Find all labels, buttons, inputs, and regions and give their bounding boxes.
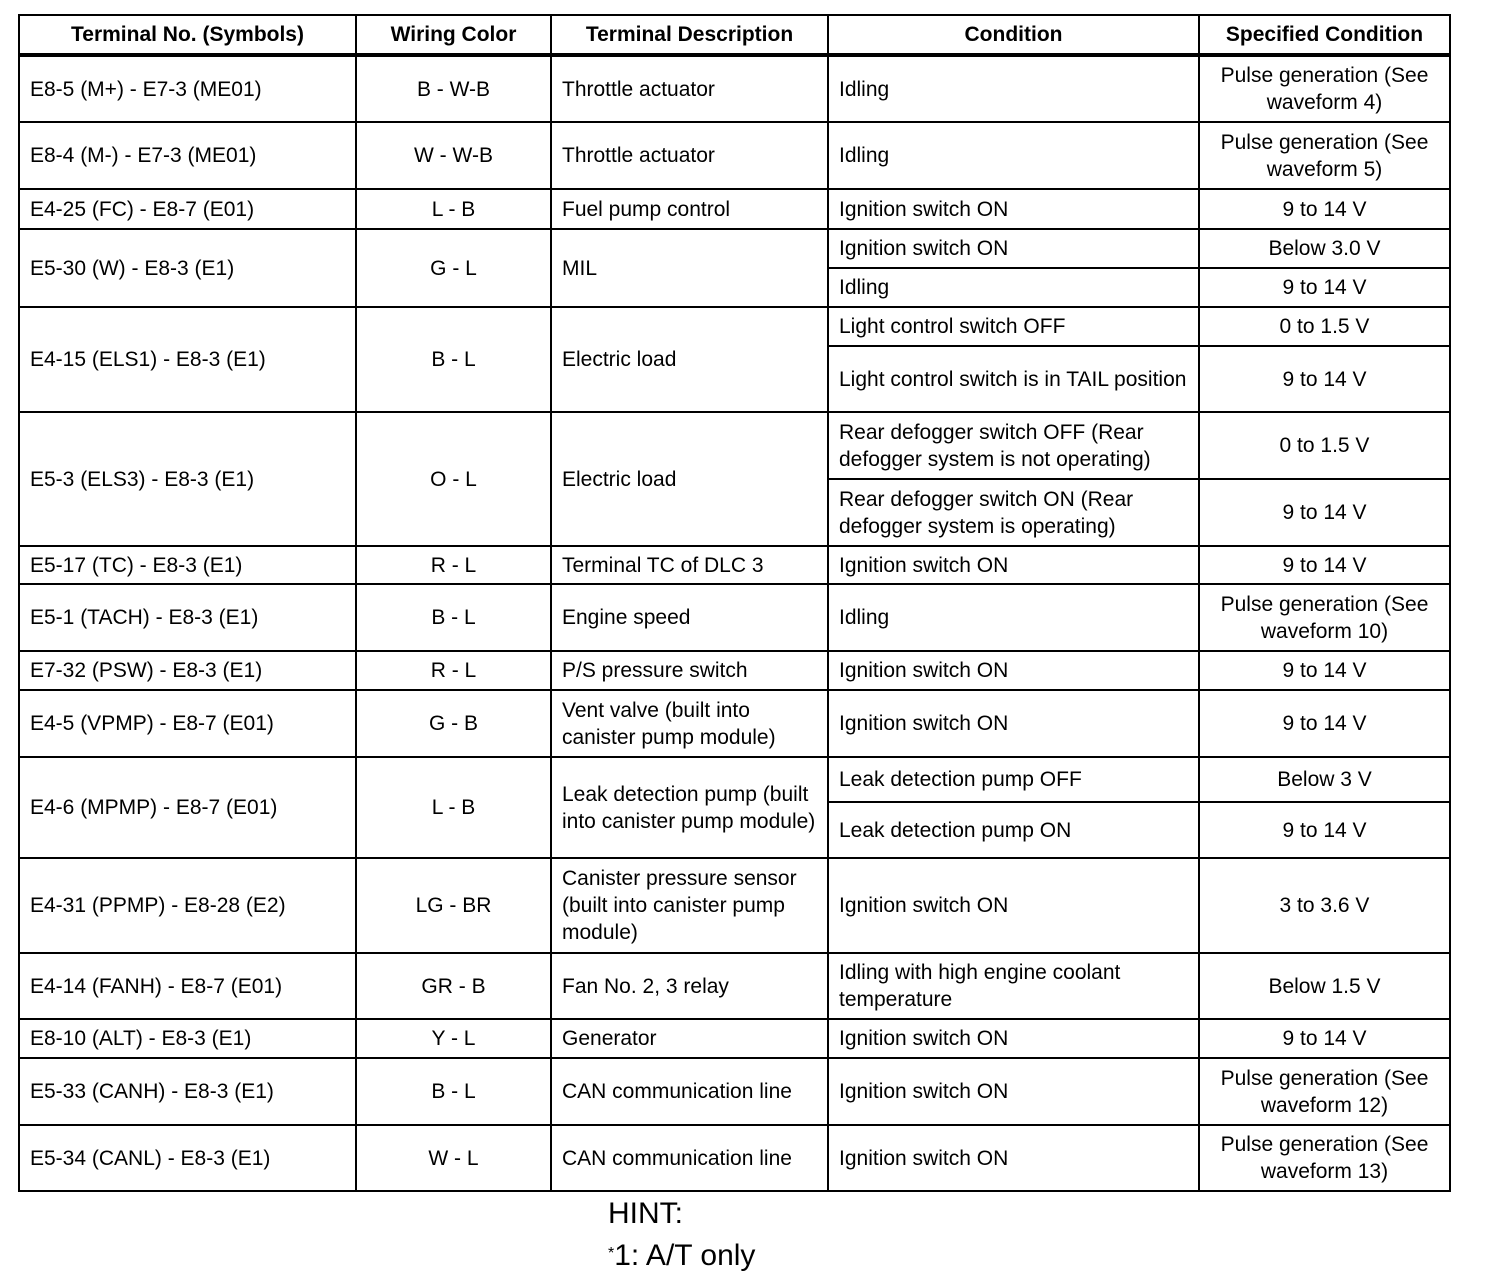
cell-wiring-color: G - B [356,690,551,757]
cell-terminal: E7-32 (PSW) - E8-3 (E1) [19,651,356,690]
table-row [19,122,1450,189]
cell-specified-condition: Below 3 V [1199,757,1450,802]
cell-wiring-color: O - L [356,412,551,546]
cell-description: CAN communication line [551,1058,828,1125]
table-body [19,55,1450,1191]
cell-terminal: E4-14 (FANH) - E8-7 (E01) [19,953,356,1019]
cell-specified-condition: 0 to 1.5 V [1199,307,1450,346]
cell-terminal: E5-17 (TC) - E8-3 (E1) [19,546,356,584]
cell-specified-condition: 9 to 14 V [1199,802,1450,858]
cell-terminal: E8-5 (M+) - E7-3 (ME01) [19,55,356,122]
table-row [19,757,1450,802]
cell-condition: Rear defogger switch OFF (Rear defogger system is not operating) [828,412,1199,479]
cell-specified-condition: Pulse generation (See waveform 13) [1199,1125,1450,1191]
table-row [19,953,1450,1019]
cell-specified-condition: 0 to 1.5 V [1199,412,1450,479]
cell-specified-condition: 9 to 14 V [1199,189,1450,229]
cell-description: P/S pressure switch [551,651,828,690]
cell-condition: Ignition switch ON [828,1019,1199,1058]
table-row [19,1019,1450,1058]
cell-condition: Ignition switch ON [828,651,1199,690]
cell-specified-condition: Pulse generation (See waveform 4) [1199,55,1450,122]
cell-description: Terminal TC of DLC 3 [551,546,828,584]
cell-condition: Ignition switch ON [828,1125,1199,1191]
cell-condition: Idling [828,55,1199,122]
cell-condition: Light control switch OFF [828,307,1199,346]
terminal-spec-table [18,14,1451,1192]
cell-wiring-color: B - W-B [356,55,551,122]
cell-wiring-color: R - L [356,546,551,584]
cell-description: Throttle actuator [551,55,828,122]
cell-terminal: E5-34 (CANL) - E8-3 (E1) [19,1125,356,1191]
header-specified-condition: Specified Condition [1199,15,1450,55]
cell-terminal: E4-31 (PPMP) - E8-28 (E2) [19,858,356,953]
cell-terminal: E5-3 (ELS3) - E8-3 (E1) [19,412,356,546]
cell-description: Fuel pump control [551,189,828,229]
cell-wiring-color: Y - L [356,1019,551,1058]
table-row [19,651,1450,690]
cell-specified-condition: 9 to 14 V [1199,690,1450,757]
table-row [19,55,1450,122]
cell-specified-condition: Pulse generation (See waveform 10) [1199,584,1450,651]
table-row [19,858,1450,953]
cell-description: Engine speed [551,584,828,651]
cell-condition: Light control switch is in TAIL position [828,346,1199,412]
cell-specified-condition: Below 1.5 V [1199,953,1450,1019]
cell-terminal: E8-4 (M-) - E7-3 (ME01) [19,122,356,189]
cell-description: Canister pressure sensor (built into canister pump module) [551,858,828,953]
cell-description: Leak detection pump (built into canister pump module) [551,757,828,858]
table-row [19,690,1450,757]
cell-terminal: E4-25 (FC) - E8-7 (E01) [19,189,356,229]
header-condition: Condition [828,15,1199,55]
cell-specified-condition: Pulse generation (See waveform 12) [1199,1058,1450,1125]
table-row [19,412,1450,479]
cell-terminal: E5-1 (TACH) - E8-3 (E1) [19,584,356,651]
cell-specified-condition: Pulse generation (See waveform 5) [1199,122,1450,189]
cell-terminal: E4-5 (VPMP) - E8-7 (E01) [19,690,356,757]
cell-specified-condition: 3 to 3.6 V [1199,858,1450,953]
cell-condition: Ignition switch ON [828,1058,1199,1125]
cell-wiring-color: W - W-B [356,122,551,189]
cell-specified-condition: Below 3.0 V [1199,229,1450,268]
cell-description: Vent valve (built into canister pump module) [551,690,828,757]
cell-condition: Idling with high engine coolant temperature [828,953,1199,1019]
table-row [19,189,1450,229]
cell-wiring-color: R - L [356,651,551,690]
table-row [19,1125,1450,1191]
header-wiring-color: Wiring Color [356,15,551,55]
cell-wiring-color: GR - B [356,953,551,1019]
cell-specified-condition: 9 to 14 V [1199,651,1450,690]
cell-wiring-color: W - L [356,1125,551,1191]
cell-condition: Ignition switch ON [828,229,1199,268]
cell-wiring-color: LG - BR [356,858,551,953]
hint-footnote [608,1238,755,1274]
table-row [19,229,1450,268]
cell-description: CAN communication line [551,1125,828,1191]
footnote-text: 1: A/T only [614,1239,756,1272]
table-row [19,584,1450,651]
cell-description: Generator [551,1019,828,1058]
table-row [19,307,1450,346]
cell-wiring-color: G - L [356,229,551,307]
cell-terminal: E8-10 (ALT) - E8-3 (E1) [19,1019,356,1058]
cell-terminal: E4-6 (MPMP) - E8-7 (E01) [19,757,356,858]
cell-wiring-color: B - L [356,1058,551,1125]
cell-description: Fan No. 2, 3 relay [551,953,828,1019]
header-terminal-description: Terminal Description [551,15,828,55]
cell-condition: Ignition switch ON [828,189,1199,229]
cell-description: MIL [551,229,828,307]
cell-condition: Ignition switch ON [828,546,1199,584]
cell-condition: Idling [828,268,1199,307]
cell-specified-condition: 9 to 14 V [1199,479,1450,546]
cell-specified-condition: 9 to 14 V [1199,346,1450,412]
footnote-marker: * [608,1245,615,1262]
cell-wiring-color: B - L [356,584,551,651]
cell-condition: Idling [828,584,1199,651]
cell-specified-condition: 9 to 14 V [1199,546,1450,584]
header-terminal: Terminal No. (Symbols) [19,15,356,55]
cell-condition: Rear defogger switch ON (Rear defogger system is operating) [828,479,1199,546]
cell-terminal: E4-15 (ELS1) - E8-3 (E1) [19,307,356,412]
cell-wiring-color: L - B [356,757,551,858]
cell-specified-condition: 9 to 14 V [1199,1019,1450,1058]
table-row [19,546,1450,584]
cell-condition: Ignition switch ON [828,690,1199,757]
cell-terminal: E5-30 (W) - E8-3 (E1) [19,229,356,307]
cell-terminal: E5-33 (CANH) - E8-3 (E1) [19,1058,356,1125]
cell-description: Electric load [551,412,828,546]
cell-wiring-color: L - B [356,189,551,229]
cell-condition: Leak detection pump ON [828,802,1199,858]
table-row [19,1058,1450,1125]
hint-title: HINT: [608,1197,683,1230]
table-header-row [19,15,1450,55]
cell-condition: Ignition switch ON [828,858,1199,953]
cell-condition: Leak detection pump OFF [828,757,1199,802]
cell-wiring-color: B - L [356,307,551,412]
cell-description: Throttle actuator [551,122,828,189]
cell-description: Electric load [551,307,828,412]
cell-condition: Idling [828,122,1199,189]
cell-specified-condition: 9 to 14 V [1199,268,1450,307]
